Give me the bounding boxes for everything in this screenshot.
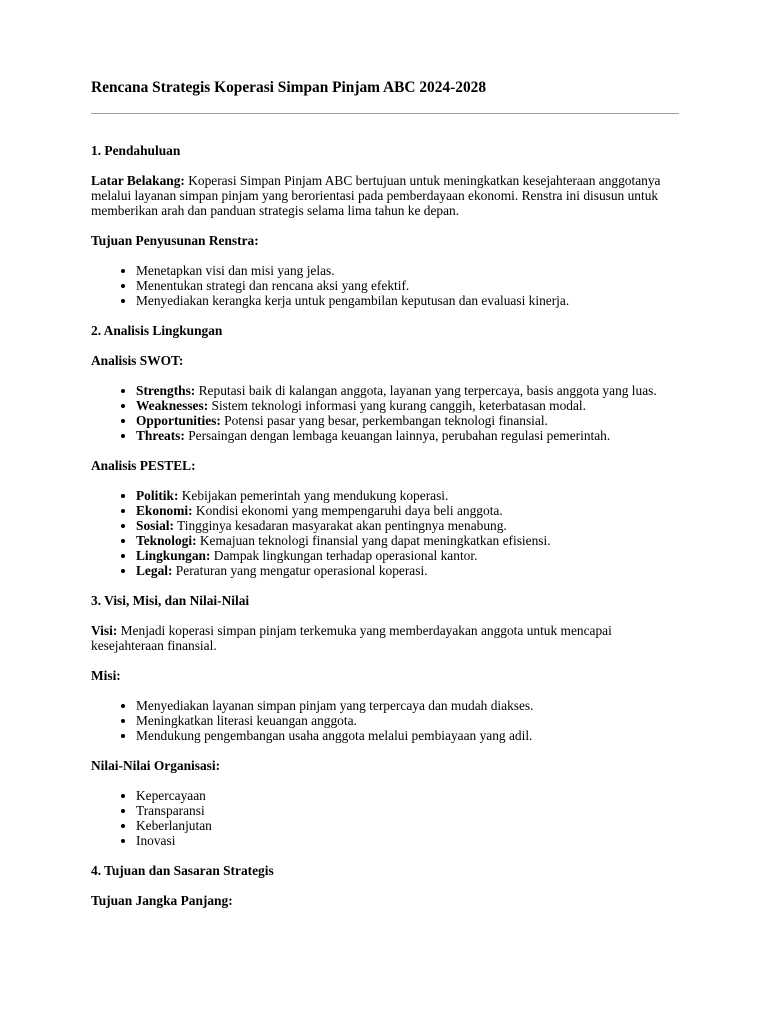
pestel-lingkungan-label: Lingkungan: — [136, 548, 211, 563]
list-item — [136, 428, 678, 443]
list-item — [136, 503, 678, 518]
nilai-heading: Nilai-Nilai Organisasi: — [91, 758, 221, 773]
pestel-sosial-label: Sosial: — [136, 518, 174, 533]
list-item: • Menyediakan kerangka kerja untuk pengambilan keputusan dan evaluasi kinerja. — [136, 293, 678, 308]
pestel-ekonomi-label: Ekonomi: — [136, 503, 193, 518]
list-item: • Meningkatkan literasi keuangan anggota. — [136, 713, 678, 728]
visi-text: Menjadi koperasi simpan pinjam terkemuka yang memberdayakan anggota untuk mencapai kesejahteraan finansial. — [91, 623, 612, 653]
swot-strengths-label: Strengths: — [136, 383, 196, 398]
swot-strengths-text: Reputasi baik di kalangan anggota, layanan yang terpercaya, basis anggota yang luas. — [195, 383, 657, 398]
pestel-list — [91, 488, 678, 578]
list-item: • Menyediakan layanan simpan pinjam yang terpercaya dan mudah diakses. — [136, 698, 678, 713]
pestel-legal-text: Peraturan yang mengatur operasional koperasi. — [172, 563, 428, 578]
section-heading-analisis-lingkungan: 2. Analisis Lingkungan — [91, 323, 223, 338]
swot-threats-text: Persaingan dengan lembaga keuangan lainnya, perubahan regulasi pemerintah. — [184, 428, 611, 443]
swot-opportunities-label: Opportunities: — [136, 413, 221, 428]
swot-weaknesses-text: Sistem teknologi informasi yang kurang canggih, keterbatasan modal. — [208, 398, 586, 413]
pestel-legal-label: Legal: — [136, 563, 173, 578]
tujuan-penyusunan-heading: Tujuan Penyusunan Renstra: — [91, 233, 259, 248]
misi-list — [91, 698, 678, 743]
list-item: • Menentukan strategi dan rencana aksi yang efektif. — [136, 278, 678, 293]
section-heading-tujuan-sasaran: 4. Tujuan dan Sasaran Strategis — [91, 863, 274, 878]
swot-list — [91, 383, 678, 443]
swot-threats-label: Threats: — [136, 428, 185, 443]
document-title: Rencana Strategis Koperasi Simpan Pinjam ABC 2024-2028 — [91, 79, 487, 96]
nilai-list — [91, 788, 678, 848]
tujuan-penyusunan-list — [91, 263, 678, 308]
list-item: • Transparansi — [136, 803, 678, 818]
visi-label: Visi: — [91, 623, 118, 638]
list-item — [136, 533, 678, 548]
list-item: • Kepercayaan — [136, 788, 678, 803]
visi-paragraph — [91, 623, 678, 653]
list-item: • Inovasi — [136, 833, 678, 848]
list-item — [136, 488, 678, 503]
list-item: • Menetapkan visi dan misi yang jelas. — [136, 263, 678, 278]
list-item — [136, 518, 678, 533]
swot-weaknesses-label: Weaknesses: — [136, 398, 209, 413]
list-item — [136, 548, 678, 563]
latar-belakang-text: Koperasi Simpan Pinjam ABC bertujuan untuk meningkatkan kesejahteraan anggotanya melalui layanan simpan pinjam yang berorientasi pada pemberdayaan ekonomi. Renstra ini disusun untuk memberikan arah dan panduan strategis selama lima tahun ke depan. — [91, 173, 661, 218]
swot-opportunities-text: Potensi pasar yang besar, perkembangan teknologi finansial. — [220, 413, 548, 428]
pestel-heading: Analisis PESTEL: — [91, 458, 196, 473]
misi-heading: Misi: — [91, 668, 121, 683]
pestel-lingkungan-text: Dampak lingkungan terhadap operasional kantor. — [210, 548, 478, 563]
tujuan-jangka-panjang-heading: Tujuan Jangka Panjang: — [91, 893, 233, 908]
section-heading-pendahuluan: 1. Pendahuluan — [91, 143, 181, 158]
latar-belakang-label: Latar Belakang: — [91, 173, 185, 188]
section-heading-visi-misi: 3. Visi, Misi, dan Nilai-Nilai — [91, 593, 250, 608]
pestel-teknologi-text: Kemajuan teknologi finansial yang dapat meningkatkan efisiensi. — [196, 533, 551, 548]
latar-belakang-paragraph — [91, 173, 678, 218]
list-item — [136, 413, 678, 428]
pestel-politik-text: Kebijakan pemerintah yang mendukung koperasi. — [178, 488, 449, 503]
swot-heading: Analisis SWOT: — [91, 353, 184, 368]
pestel-sosial-text: Tingginya kesadaran masyarakat akan pentingnya menabung. — [173, 518, 507, 533]
title-divider — [91, 113, 679, 114]
list-item — [136, 563, 678, 578]
pestel-ekonomi-text: Kondisi ekonomi yang mempengaruhi daya beli anggota. — [192, 503, 503, 518]
list-item — [136, 398, 678, 413]
list-item: • Mendukung pengembangan usaha anggota melalui pembiayaan yang adil. — [136, 728, 678, 743]
pestel-politik-label: Politik: — [136, 488, 179, 503]
list-item — [136, 383, 678, 398]
list-item: • Keberlanjutan — [136, 818, 678, 833]
pestel-teknologi-label: Teknologi: — [136, 533, 197, 548]
